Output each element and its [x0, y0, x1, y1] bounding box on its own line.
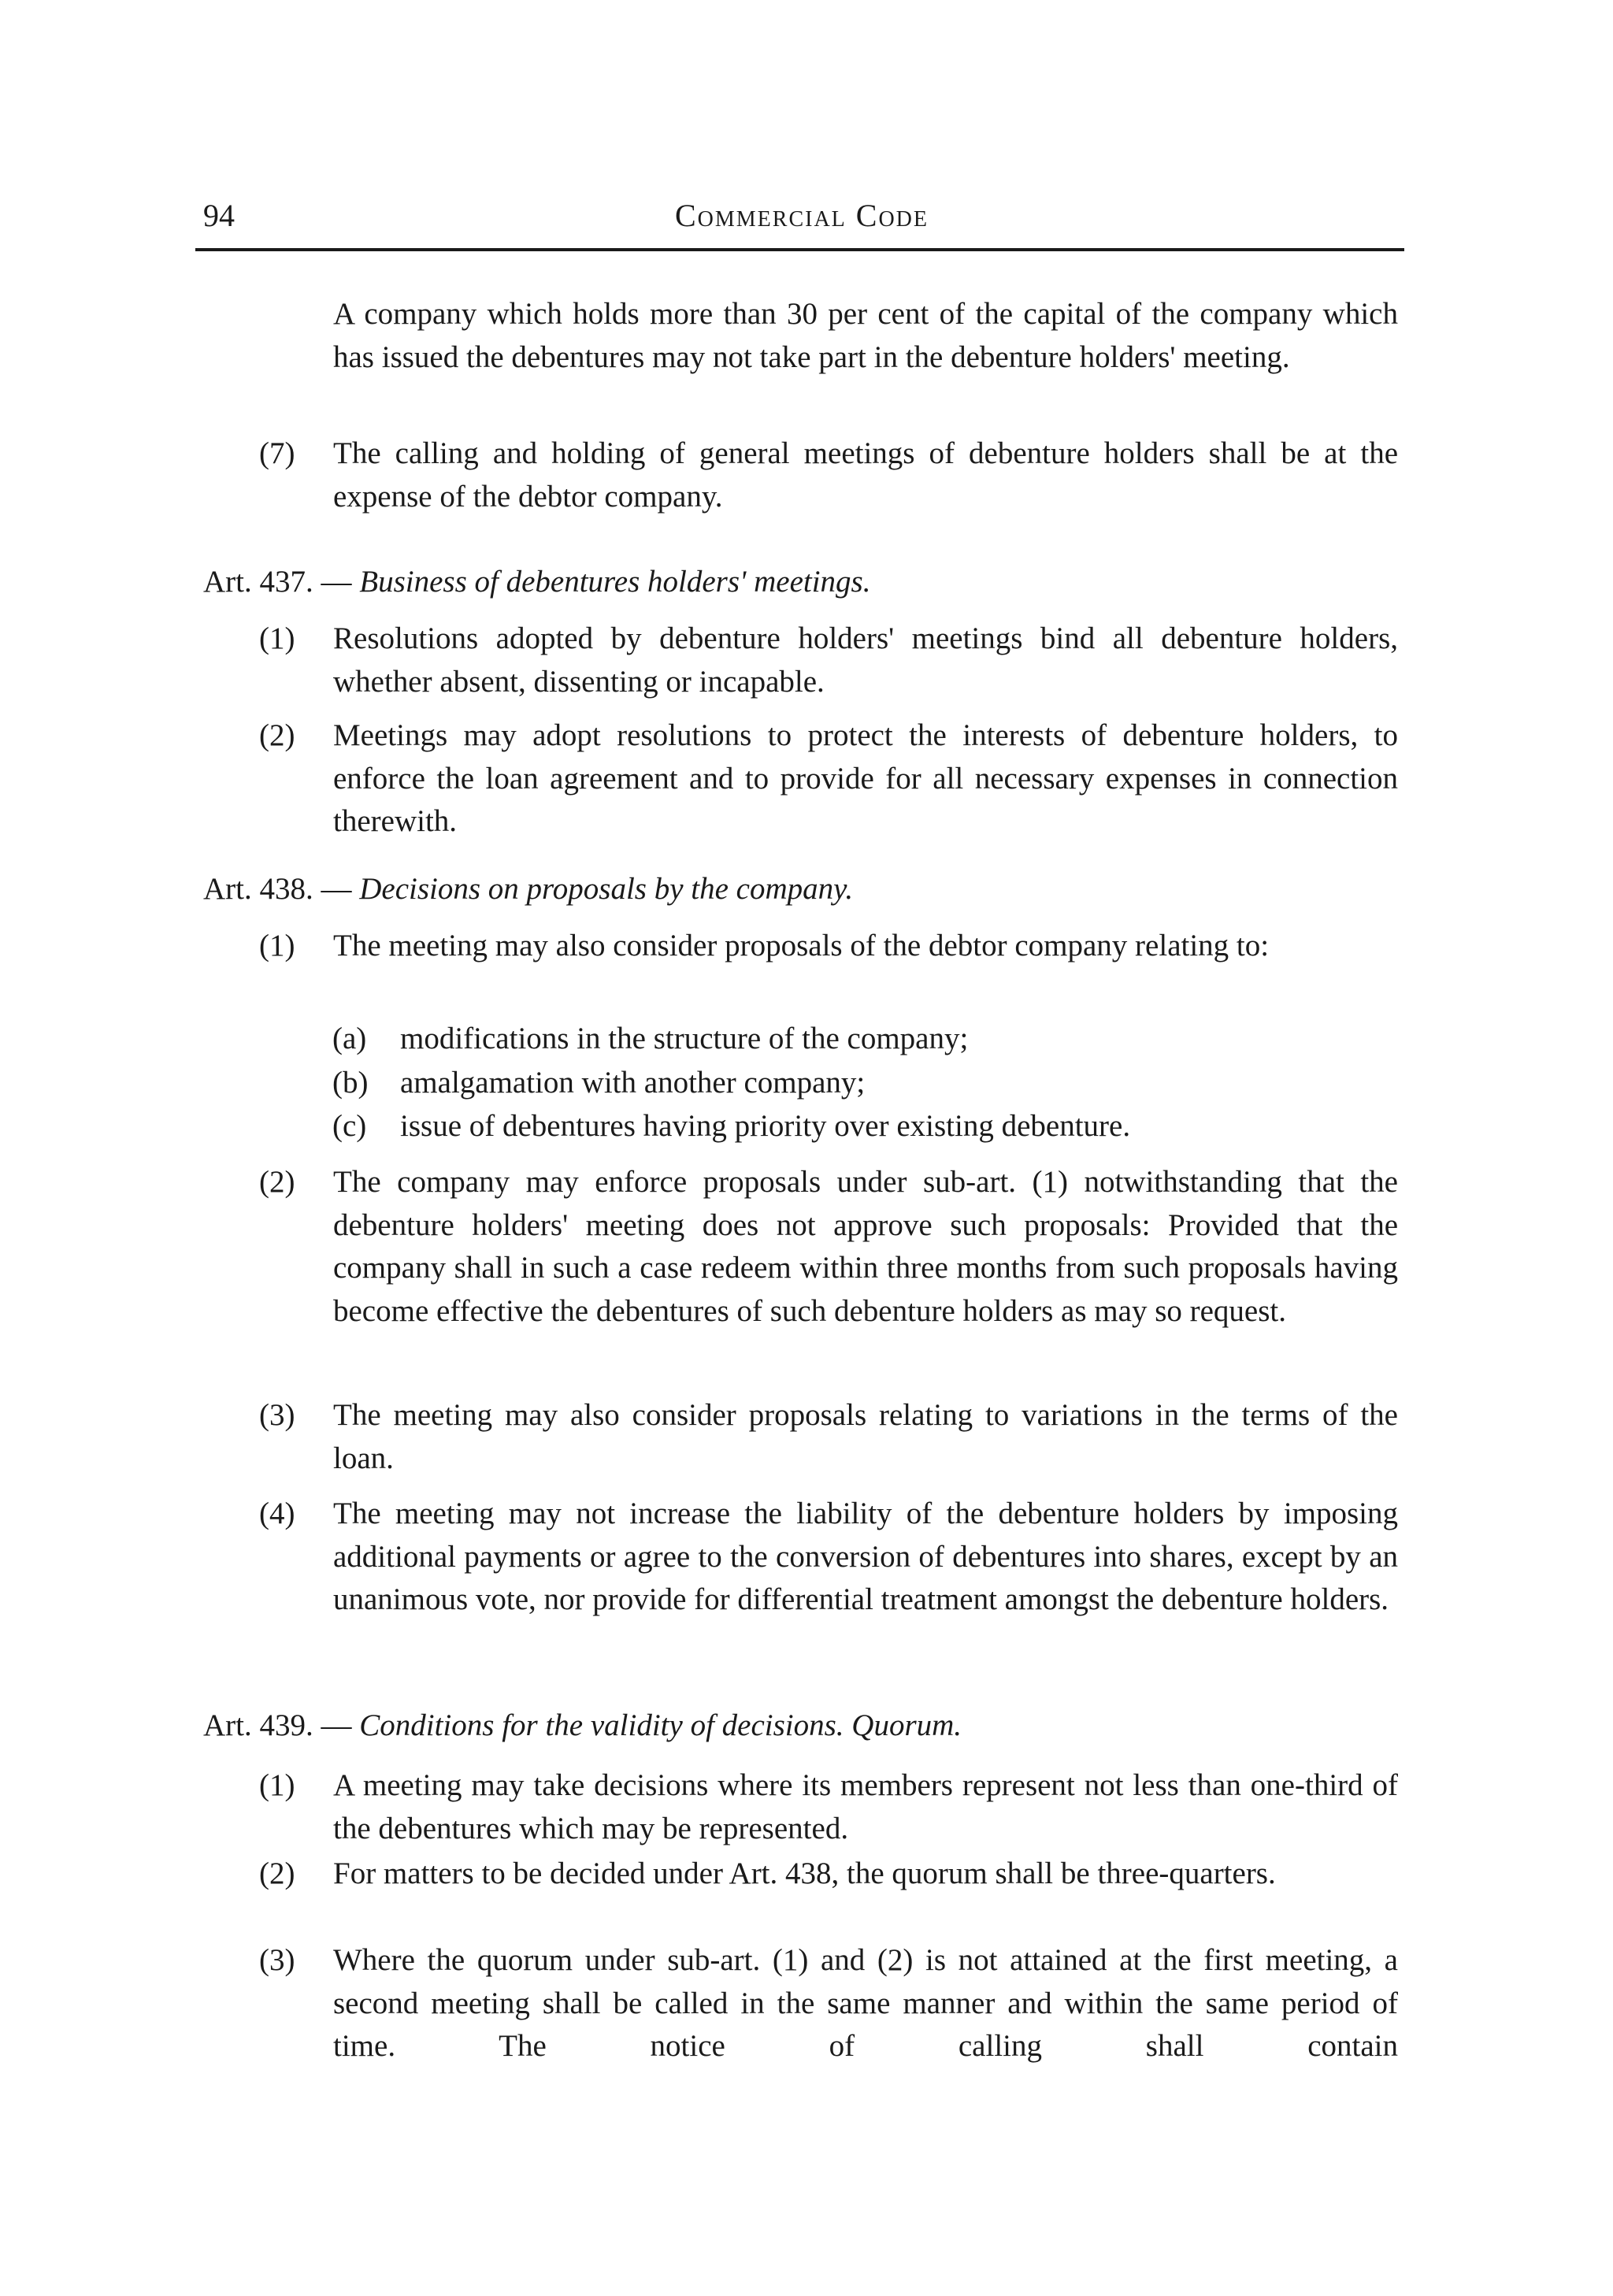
header-rule	[195, 248, 1404, 251]
article-437-heading	[203, 561, 1400, 604]
art438-item-a	[332, 1018, 1400, 1061]
sub-article-text: For matters to be decided under Art. 438, the quorum shall be three-quarters.	[333, 1856, 1276, 1890]
article-438-heading	[203, 868, 1400, 911]
item-text: modifications in the structure of the company;	[400, 1022, 969, 1055]
article-title: Conditions for the validity of decisions. Quorum.	[359, 1708, 962, 1742]
art438-sub-4	[259, 1493, 1398, 1622]
intro-paragraph: A company which holds more than 30 per cent of the capital of the company which has issued the debentures may not take part in the debenture holders' meeting.	[333, 297, 1398, 374]
item-letter: (c)	[332, 1109, 367, 1143]
sub-article-number: (3)	[259, 1398, 295, 1432]
article-title: Business of debentures holders' meetings.	[359, 565, 871, 599]
sub-article-number: (1)	[259, 929, 295, 963]
art438-sub-3	[259, 1394, 1398, 1480]
sub-article-text: The meeting may also consider proposals relating to variations in the terms of the loan.	[333, 1398, 1398, 1475]
item-letter: (b)	[332, 1066, 369, 1100]
sub-article-text: The meeting may also consider proposals of the debtor company relating to:	[333, 929, 1270, 963]
sub-article-number: (2)	[259, 1165, 295, 1199]
sub-article-text: Where the quorum under sub-art. (1) and (2) is not attained at the first meeting, a second meeting shall be called in the same manner and within the same period of time. The notice of calling shall contain	[333, 1943, 1398, 2063]
art438-sub-2	[259, 1161, 1398, 1333]
art437-sub-2	[259, 714, 1398, 844]
sub-article-text: The company may enforce proposals under sub-art. (1) notwithstanding that the debenture holders' meeting does not approve such proposals: Provided that the company shall in such a case redeem within three months from such proposals having become effective the debentures of such debenture holders as may so request.	[333, 1165, 1398, 1328]
article-number: Art. 437. —	[203, 565, 352, 599]
art439-sub-2	[259, 1853, 1398, 1896]
art437-sub-1	[259, 618, 1398, 703]
article-number: Art. 439. —	[203, 1708, 352, 1742]
page-number: 94	[203, 198, 235, 233]
art438-sub-1	[259, 925, 1398, 968]
page-header	[203, 197, 1400, 244]
item-text: issue of debentures having priority over existing debenture.	[400, 1109, 1131, 1143]
art439-sub-1	[259, 1764, 1398, 1850]
sub-article-number: (1)	[259, 1768, 295, 1802]
sub-article-text: The meeting may not increase the liability of the debenture holders by imposing additional payments or agree to the conversion of debentures into shares, except by an unanimous vote, nor provide for differential treatment amongst the debenture holders.	[333, 1497, 1398, 1616]
sub-article-number: (2)	[259, 718, 295, 752]
sub-article-text: Meetings may adopt resolutions to protect the interests of debenture holders, to enforce the loan agreement and to provide for all necessary expenses in connection therewith.	[333, 718, 1398, 838]
sub-article-number: (4)	[259, 1497, 295, 1530]
sub-article-number: (7)	[259, 436, 295, 470]
sub-article-7	[259, 432, 1398, 518]
item-text: amalgamation with another company;	[400, 1066, 866, 1100]
sub-article-number: (1)	[259, 621, 295, 655]
article-title: Decisions on proposals by the company.	[359, 872, 854, 906]
sub-article-text: Resolutions adopted by debenture holders' meetings bind all debenture holders, whether absent, dissenting or incapable.	[333, 621, 1398, 699]
art438-item-c	[332, 1105, 1400, 1148]
article-number: Art. 438. —	[203, 872, 352, 906]
sub-article-number: (2)	[259, 1856, 295, 1890]
art438-item-b	[332, 1062, 1400, 1105]
sub-article-text: The calling and holding of general meetings of debenture holders shall be at the expense of the debtor company.	[333, 436, 1398, 514]
sub-article-text: A meeting may take decisions where its members represent not less than one-third of the debentures which may be represented.	[333, 1768, 1398, 1845]
article-439-heading	[203, 1704, 1400, 1748]
item-letter: (a)	[332, 1022, 367, 1055]
running-title: Commercial Code	[674, 198, 929, 233]
sub-article-number: (3)	[259, 1943, 295, 1977]
art439-sub-3	[259, 1939, 1398, 2068]
